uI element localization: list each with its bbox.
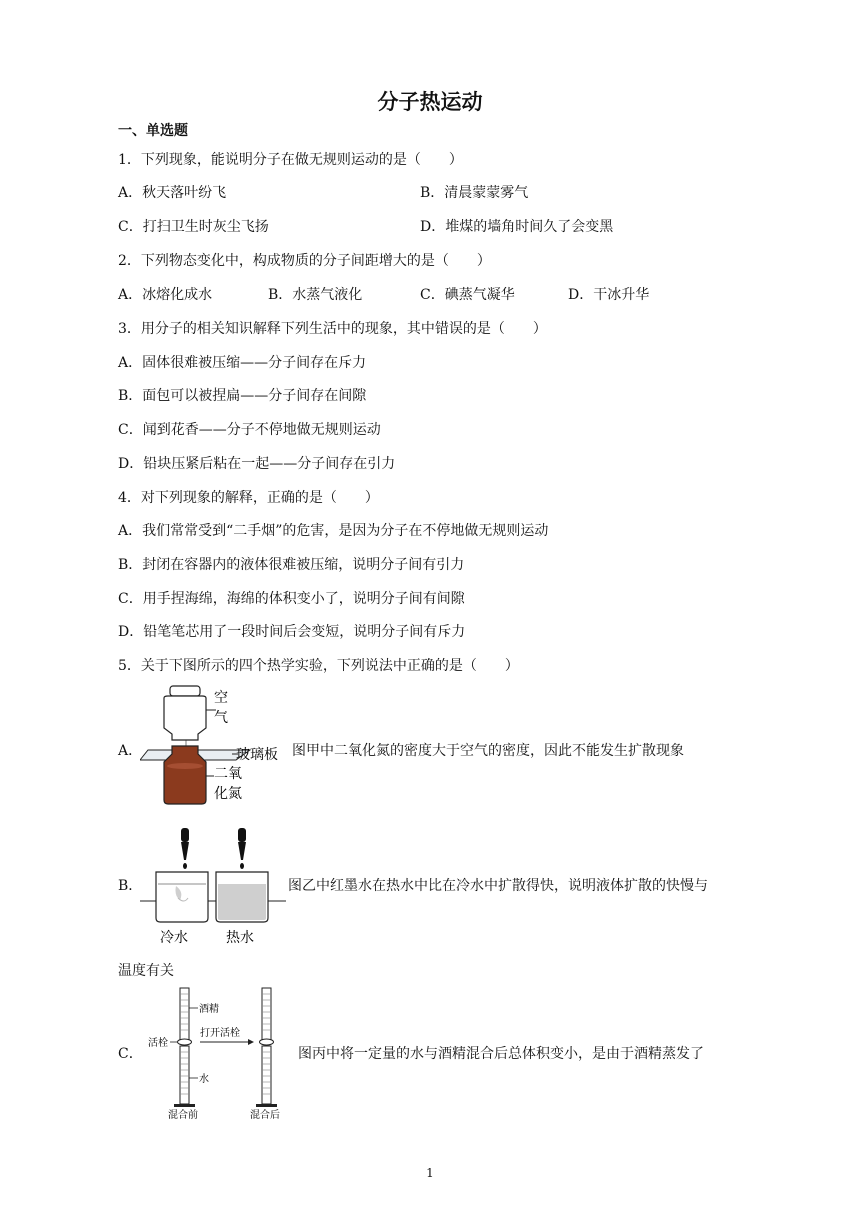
- cold-water-beaker-icon: [156, 872, 208, 922]
- question-5-option-c-letter: C．: [118, 1046, 143, 1062]
- section-heading: 一、单选题: [118, 123, 188, 139]
- question-5-option-b-text-cont: 温度有关: [118, 963, 174, 979]
- question-2-option-c: C．碘蒸气凝华: [420, 287, 515, 303]
- question-5-option-a-letter: A．: [118, 743, 143, 759]
- question-5-option-c-text: 图丙中将一定量的水与酒精混合后总体积变小，是由于酒精蒸发了: [298, 1046, 704, 1062]
- question-5-stem: 5．关于下图所示的四个热学实验，下列说法中正确的是（ ）: [118, 658, 519, 674]
- question-1-option-a: A．秋天落叶纷飞: [118, 185, 227, 201]
- arrow-right-icon: [248, 1039, 254, 1045]
- question-3-option-d: D．铅块压紧后粘在一起——分子间存在引力: [118, 456, 396, 472]
- label-air-2: 气: [214, 710, 228, 726]
- question-5-option-a-text: 图甲中二氧化氮的密度大于空气的密度，因此不能发生扩散现象: [292, 743, 684, 759]
- figure-a-diffusion-gas: [140, 684, 290, 806]
- jar-cap-icon: [170, 686, 200, 696]
- question-5-option-b-letter: B．: [118, 878, 143, 894]
- question-5-option-b-text: 图乙中红墨水在热水中比在冷水中扩散得快，说明液体扩散的快慢与: [288, 878, 708, 894]
- label-air-1: 空: [214, 690, 228, 706]
- question-2-option-d: D．干冰升华: [568, 287, 650, 303]
- label-alcohol: 酒精: [199, 1004, 219, 1015]
- label-no2-2: 化氮: [214, 786, 242, 802]
- question-3-stem: 3．用分子的相关知识解释下列生活中的现象，其中错误的是（ ）: [118, 321, 547, 337]
- label-glass-plate: 玻璃板: [236, 747, 278, 763]
- label-before: 混合前: [168, 1110, 198, 1121]
- tube-before-icon: [174, 988, 195, 1107]
- question-3-option-b: B．面包可以被捏扁——分子间存在间隙: [118, 388, 367, 404]
- label-cold-water: 冷水: [160, 930, 188, 946]
- question-4-stem: 4．对下列现象的解释，正确的是（ ）: [118, 490, 379, 506]
- question-3-option-c: C．闻到花香——分子不停地做无规则运动: [118, 422, 381, 438]
- question-1-option-d: D．堆煤的墙角时间久了会变黑: [420, 219, 614, 235]
- tube-after-icon: [256, 988, 277, 1107]
- question-1-stem: 1．下列现象，能说明分子在做无规则运动的是（ ）: [118, 152, 463, 168]
- dropper-cold-icon: [181, 828, 189, 869]
- question-4-option-a: A．我们常常受到“二手烟”的危害，是因为分子在不停地做无规则运动: [118, 523, 549, 539]
- question-2-option-a: A．冰熔化成水: [118, 287, 213, 303]
- dropper-hot-icon: [238, 828, 246, 869]
- question-2-stem: 2．下列物态变化中，构成物质的分子间距增大的是（ ）: [118, 253, 491, 269]
- question-4-option-b: B．封闭在容器内的液体很难被压缩，说明分子间有引力: [118, 557, 465, 573]
- question-2-option-b: B．水蒸气液化: [268, 287, 363, 303]
- figure-b-ink-diffusion: [140, 826, 286, 946]
- label-water: 水: [199, 1074, 209, 1085]
- question-3-option-a: A．固体很难被压缩——分子间存在斥力: [118, 355, 367, 371]
- label-after: 混合后: [250, 1110, 280, 1121]
- valve-before-icon: [178, 1039, 192, 1045]
- hot-water-beaker-icon: [216, 872, 268, 922]
- label-no2-1: 二氧: [214, 766, 242, 782]
- label-open-valve: 打开活栓: [200, 1028, 240, 1039]
- figure-c-mixing: [142, 984, 294, 1122]
- question-4-option-c: C．用手捏海绵，海绵的体积变小了，说明分子间有间隙: [118, 591, 465, 607]
- question-1-option-c: C．打扫卫生时灰尘飞扬: [118, 219, 269, 235]
- air-jar-icon: [164, 696, 206, 740]
- label-valve: 活栓: [148, 1038, 168, 1049]
- page-number: 1: [426, 1166, 434, 1180]
- page-title: 分子热运动: [377, 90, 483, 114]
- question-4-option-d: D．铅笔笔芯用了一段时间后会变短，说明分子间有斥力: [118, 624, 466, 640]
- question-1-option-b: B．清晨蒙蒙雾气: [420, 185, 529, 201]
- label-hot-water: 热水: [226, 930, 254, 946]
- valve-after-icon: [260, 1039, 274, 1045]
